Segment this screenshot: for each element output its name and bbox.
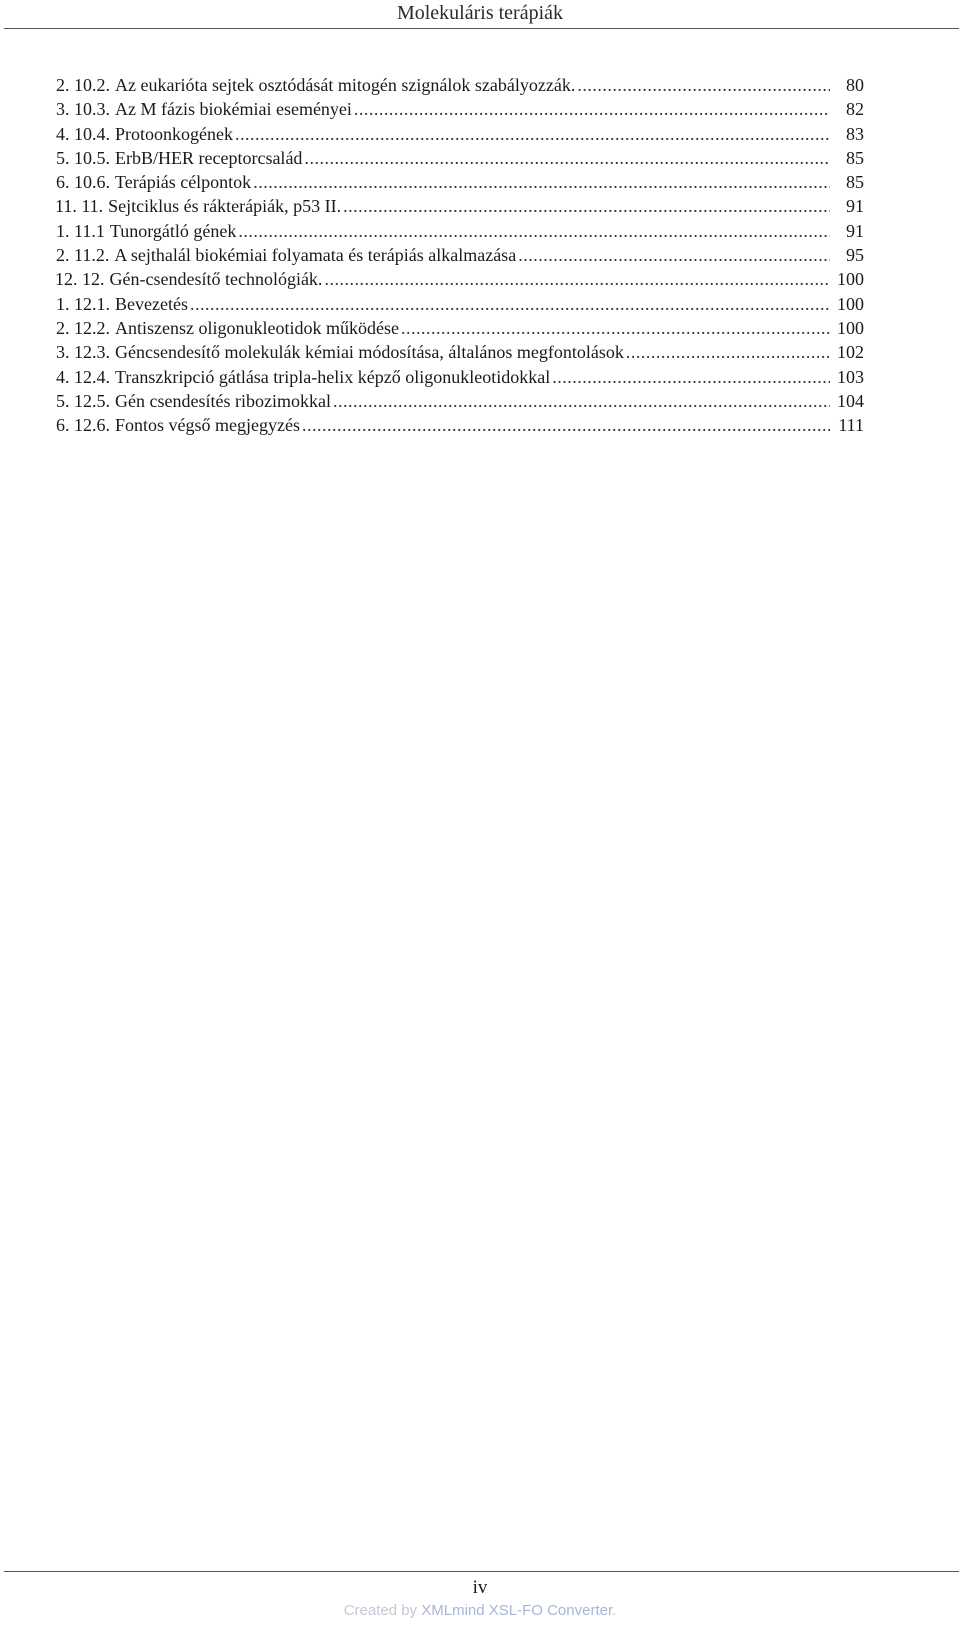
toc-entry-title: Protoonkogének [115,123,233,144]
toc-dot-leader [238,219,830,243]
toc-entry-page: 100 [837,269,864,290]
toc-dot-leader [333,389,830,413]
toc-entry[interactable] [56,146,864,170]
toc-entry[interactable] [56,340,864,364]
toc-entry-number: 3. 12.3. [56,342,110,363]
toc-chapter-entry[interactable] [55,194,864,218]
toc-dot-leader [190,292,830,316]
toc-dot-leader [354,97,830,121]
toc-entry-number: 1. 11.1 [56,220,105,241]
toc-entry[interactable] [56,170,864,194]
toc-entry-title: Fontos végső megjegyzés [115,415,300,436]
toc-entry-page: 103 [837,366,864,387]
toc-entry-title: Géncsendesítő molekulák kémiai módosítása, általános megfontolások [115,342,624,363]
toc-entry-title: ErbB/HER receptorcsalád [115,147,303,168]
toc-entry-number: 6. 10.6. [56,172,110,193]
toc-entry-title: A sejthalál biokémiai folyamata és terápiás alkalmazása [114,245,517,266]
toc-dot-leader [552,365,830,389]
toc-entry-title: Tunorgátló gének [109,220,237,241]
toc-dot-leader [253,170,830,194]
toc-dot-leader [401,316,830,340]
toc-entry-page: 91 [846,220,864,241]
header-divider [4,28,959,29]
toc-entry-title: Bevezetés [115,293,188,314]
toc-dot-leader [235,122,830,146]
toc-entry-title: Transzkripció gátlása tripla-helix képző oligonukleotidokkal [115,366,551,387]
toc-dot-leader [626,340,830,364]
toc-entry[interactable] [56,97,864,121]
credit-suffix: . [612,1602,617,1619]
toc-dot-leader [324,267,830,291]
toc-entry-number: 12. 12. [55,269,105,290]
toc-entry[interactable] [56,413,864,437]
toc-entry-number: 5. 10.5. [56,147,110,168]
toc-entry-page: 82 [846,99,864,120]
toc-entry[interactable] [56,243,864,267]
toc-entry[interactable] [56,122,864,146]
toc-entry-title: Terápiás célpontok [115,172,252,193]
toc-entry-number: 5. 12.5. [56,390,110,411]
converter-credit [0,1601,960,1621]
page-number: iv [472,1577,488,1598]
toc-entry[interactable] [56,389,864,413]
toc-entry-page: 91 [846,196,864,217]
toc-entry-number: 2. 10.2. [56,75,110,95]
toc-entry-title: Antiszensz oligonukleotidok működése [115,317,399,338]
toc-entry-title: Gén-csendesítő technológiák. [109,269,323,290]
toc-entry[interactable] [56,73,864,97]
toc-dot-leader [518,243,830,267]
toc-entry[interactable] [56,219,864,243]
toc-entry-number: 1. 12.1. [56,293,110,314]
toc-entry[interactable] [56,292,864,316]
table-of-contents [56,73,864,437]
toc-entry-page: 95 [846,245,864,266]
toc-chapter-entry[interactable] [55,267,864,291]
toc-entry-page: 100 [837,317,864,338]
running-header-title: Molekuláris terápiák [396,2,564,24]
toc-entry-number: 3. 10.3. [56,99,110,120]
toc-entry-number: 2. 11.2. [56,245,110,266]
toc-entry-number: 11. 11. [55,196,104,217]
toc-dot-leader [577,73,830,97]
toc-entry-title: Az eukarióta sejtek osztódását mitogén szignálok szabályozzák. [115,75,576,95]
toc-entry-page: 80 [846,75,864,95]
toc-entry-number: 4. 12.4. [56,366,110,387]
toc-entry-page: 85 [846,172,864,193]
toc-dot-leader [343,194,830,218]
toc-entry-page: 102 [837,342,864,363]
toc-entry-page: 111 [838,415,864,436]
toc-entry-number: 6. 12.6. [56,415,110,436]
toc-entry-page: 85 [846,147,864,168]
toc-dot-leader [304,146,830,170]
toc-entry-number: 2. 12.2. [56,317,110,338]
toc-entry-page: 104 [837,390,864,411]
toc-entry-page: 100 [837,293,864,314]
credit-brand-link[interactable]: XMLmind XSL-FO Converter [421,1602,613,1619]
toc-entry-title: Az M fázis biokémiai eseményei [115,99,352,120]
toc-entry-number: 4. 10.4. [56,123,110,144]
footer-divider [4,1571,959,1572]
toc-dot-leader [302,413,830,437]
toc-entry-page: 83 [846,123,864,144]
toc-entry-title: Gén csendesítés ribozimokkal [115,390,331,411]
toc-entry-title: Sejtciklus és rákterápiák, p53 II. [108,196,342,217]
toc-entry[interactable] [56,316,864,340]
credit-prefix: Created by [343,1602,422,1619]
toc-entry[interactable] [56,365,864,389]
